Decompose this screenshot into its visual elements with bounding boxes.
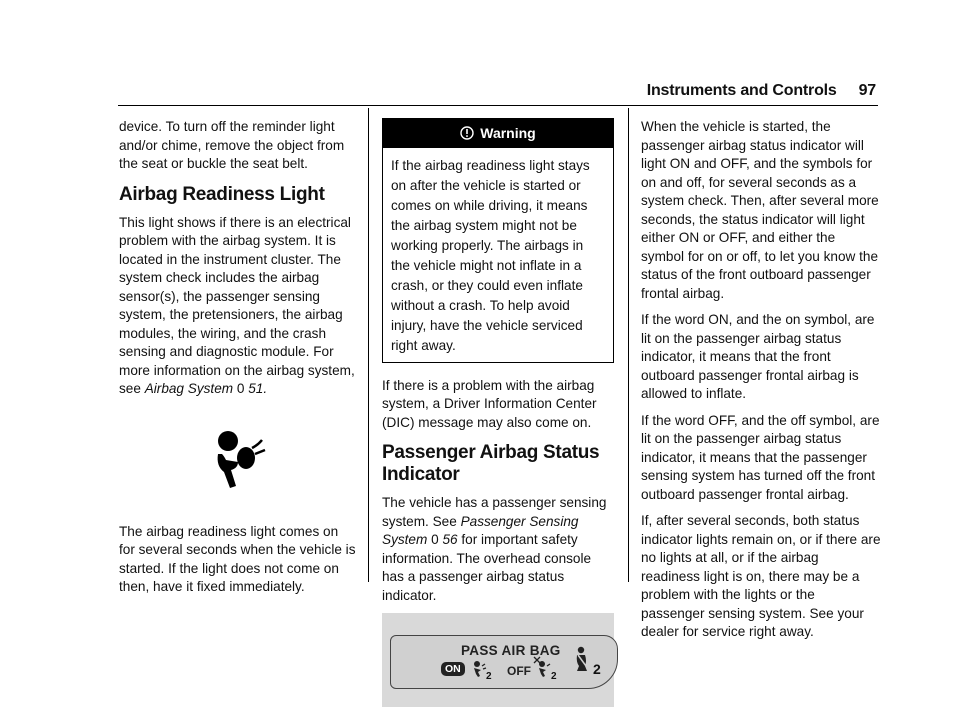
column-3 — [641, 118, 881, 650]
header-rule — [118, 105, 878, 106]
passenger-sensing-link[interactable]: Passenger Sensing System — [382, 513, 579, 547]
warning-body: If the airbag readiness light stays on after the vehicle is started or comes on while driving, it means the airbag system might not be working properly. The airbags in the vehicle might not inflate in a crash, or they could even inflate without a crash. To help avoid injury, have the vehicle serviced right away. — [391, 157, 590, 353]
airbag-off-icon — [533, 656, 551, 678]
panel-seatbelt-subscript: 2 — [593, 661, 601, 677]
pass-airbag-panel — [390, 635, 618, 689]
panel-off-subscript: 2 — [551, 671, 557, 682]
panel-off-label: OFF — [507, 664, 531, 678]
warning-box — [382, 118, 614, 363]
paragraph-text: The vehicle has a passenger sensing system. See — [382, 495, 607, 529]
airbag-readiness-heading: Airbag Readiness Light — [119, 183, 325, 205]
system-check-paragraph: When the vehicle is started, the passenger airbag status indicator will light ON and OFF, and the symbols for on and off, for several seconds as a system check. Then, after several more seconds, the status indicator will light either ON or OFF, and either the symbol for on or off, to let you know the status of the front outboard passenger frontal airbag. — [641, 119, 879, 301]
page-number: 97 — [858, 82, 876, 99]
airbag-readiness-paragraph — [119, 214, 357, 399]
panel-title: PASS AIR BAG — [461, 643, 561, 658]
ref-arrow-icon: 0 — [236, 381, 245, 396]
section-title: Instruments and Controls — [646, 82, 837, 99]
intro-paragraph: device. To turn off the reminder light and/or chime, remove the object from the seat or buckle the seat belt. — [119, 119, 345, 171]
passenger-sensing-paragraph — [382, 494, 614, 605]
passenger-airbag-heading: Passenger Airbag Status Indicator — [382, 442, 600, 485]
problem-paragraph: If, after several seconds, both status indicator lights remain on, or if there are no lights at all, or if the airbag readiness light is on, there may be a problem with the lights or the passenger sensing system. See your dealer for service right away. — [641, 513, 881, 639]
column-1 — [119, 118, 357, 605]
ref-arrow-icon: 0 — [431, 532, 439, 547]
on-lit-paragraph: If the word ON, and the on symbol, are lit on the passenger airbag status indicator, it means that the front outboard passenger frontal airbag is allowed to inflate. — [641, 312, 875, 401]
airbag-readiness-icon — [208, 428, 268, 490]
column-divider-2 — [628, 108, 629, 582]
passenger-sensing-page-ref[interactable]: 56 — [442, 532, 458, 547]
column-2 — [382, 118, 614, 707]
pass-airbag-panel-figure — [382, 613, 614, 707]
airbag-on-icon — [471, 660, 487, 678]
paragraph-text: This light shows if there is an electrical problem with the airbag system. It is located in the instrument cluster. The system check includes the airbag sensor(s), the passenger sensing system, the pretensioners, the airbag modules, the wiring, and the crash sensing and diagnostic module. For more information on the airbag system, see — [119, 214, 355, 396]
airbag-system-link[interactable]: Airbag System — [144, 381, 234, 396]
column-divider-1 — [368, 108, 369, 582]
panel-on-label: ON — [441, 662, 465, 676]
warning-icon — [460, 126, 474, 140]
dic-message-paragraph: If there is a problem with the airbag system, a Driver Information Center (DIC) message may also come on. — [382, 377, 597, 430]
warning-title-bar — [383, 119, 613, 148]
readiness-light-start-paragraph: The airbag readiness light comes on for several seconds when the vehicle is started. If the light does not come on then, have it fixed immediately. — [119, 523, 356, 594]
airbag-readiness-icon-figure — [119, 413, 357, 505]
panel-on-subscript: 2 — [486, 671, 492, 682]
off-lit-paragraph: If the word OFF, and the off symbol, are lit on the passenger airbag status indicator, it means that the passenger sensing system has turned off the front outboard passenger frontal airbag. — [641, 412, 880, 502]
paragraph-text: for important safety information. The overhead console has a passenger airbag status indicator. — [382, 532, 592, 603]
airbag-system-page-ref[interactable]: 51. — [248, 381, 268, 396]
page-header — [647, 82, 876, 100]
seatbelt-icon — [571, 646, 595, 672]
warning-title: Warning — [480, 125, 536, 141]
